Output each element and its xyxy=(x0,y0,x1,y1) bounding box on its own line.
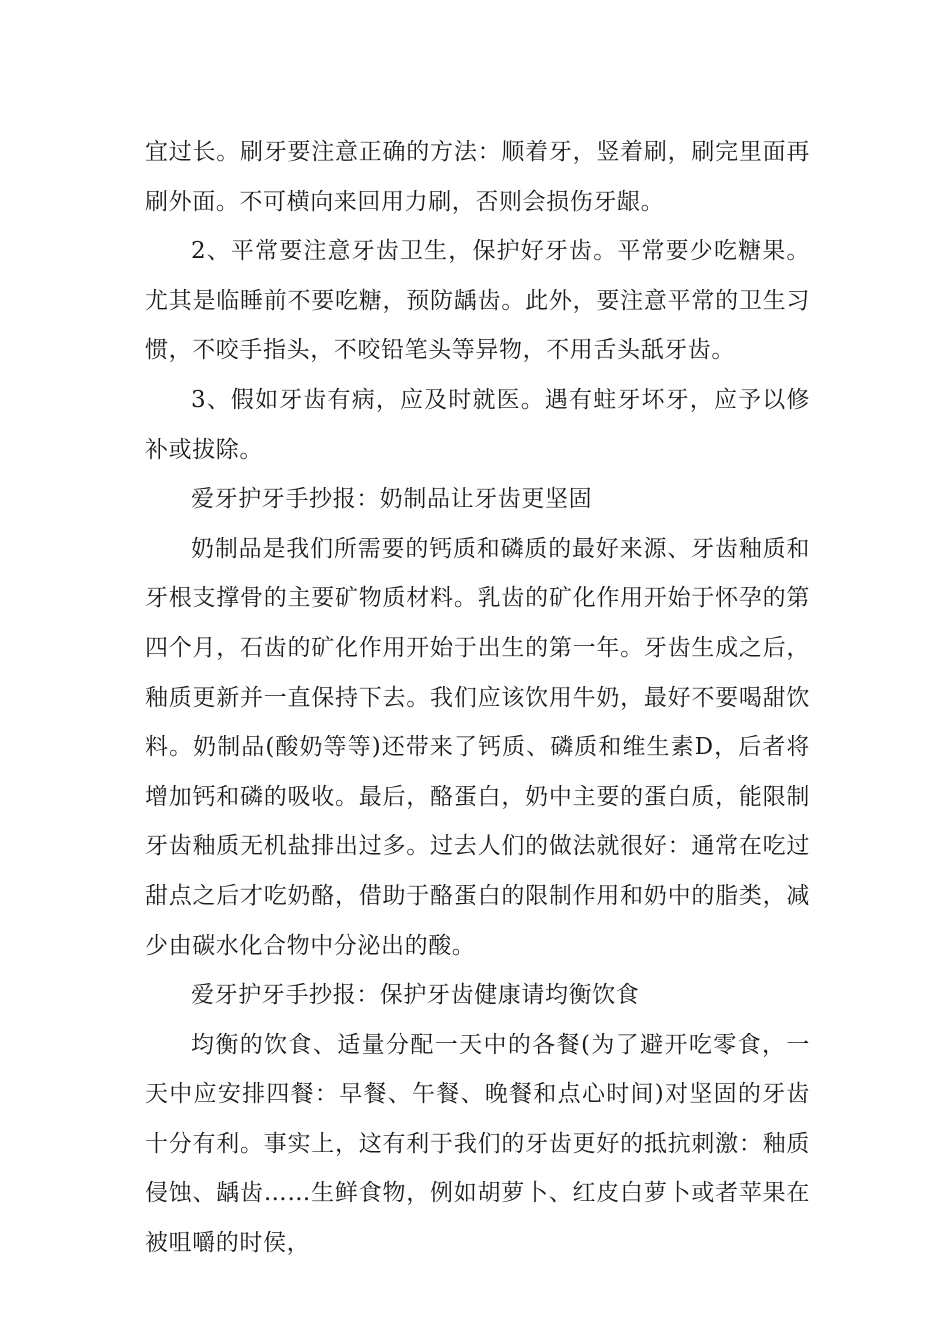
paragraph-brushing-method: 宜过长。刷牙要注意正确的方法：顺着牙，竖着刷，刷完里面再刷外面。不可横向来回用力刷，否则会损伤牙龈。 xyxy=(145,139,810,215)
document-body xyxy=(145,128,810,1269)
section-heading-dairy: 爱牙护牙手抄报：奶制品让牙齿更坚固 xyxy=(191,486,593,513)
section-heading-diet: 爱牙护牙手抄报：保护牙齿健康请均衡饮食 xyxy=(191,982,640,1009)
paragraph-item-2: 2、平常要注意牙齿卫生，保护好牙齿。平常要少吃糖果。尤其是临睡前不要吃糖，预防龋齿。此外，要注意平常的卫生习惯，不咬手指头，不咬铅笔头等异物，不用舌头舐牙齿。 xyxy=(145,238,810,364)
paragraph-diet: 均衡的饮食、适量分配一天中的各餐(为了避开吃零食，一天中应安排四餐：早餐、午餐、晚餐和点心时间)对坚固的牙齿十分有利。事实上，这有利于我们的牙齿更好的抵抗刺激：釉质侵蚀、龋齿……生鲜食物，例如胡萝卜、红皮白萝卜或者苹果在被咀嚼的时侯， xyxy=(145,1031,810,1257)
paragraph-item-3: 3、假如牙齿有病，应及时就医。遇有蛀牙坏牙，应予以修补或拔除。 xyxy=(145,386,810,463)
paragraph-dairy: 奶制品是我们所需要的钙质和磷质的最好来源、牙齿釉质和牙根支撑骨的主要矿物质材料。乳齿的矿化作用开始于怀孕的第四个月，石齿的矿化作用开始于出生的第一年。牙齿生成之后，釉质更新并一直保持下去。我们应该饮用牛奶，最好不要喝甜饮料。奶制品(酸奶等等)还带来了钙质、磷质和维生素D，后者将增加钙和磷的吸收。最后，酪蛋白，奶中主要的蛋白质，能限制牙齿釉质无机盐排出过多。过去人们的做法就很好：通常在吃过甜点之后才吃奶酪，借助于酪蛋白的限制作用和奶中的脂类，减少由碳水化合物中分泌出的酸。 xyxy=(145,535,810,959)
